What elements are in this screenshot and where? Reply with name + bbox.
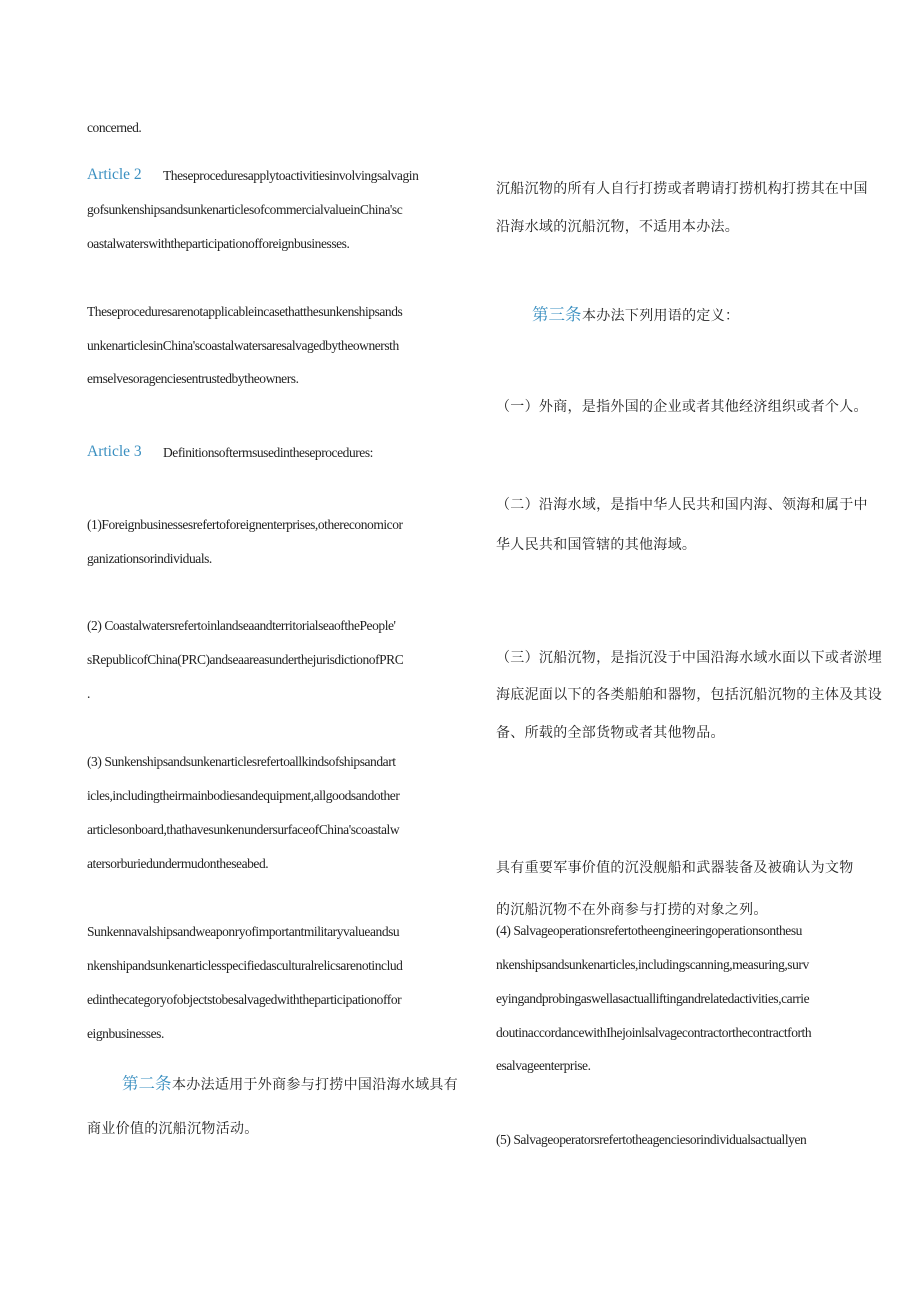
text-line: 沿海水域的沉船沉物，不适用本办法。 xyxy=(496,220,740,235)
text-line: (4) Salvageoperationsrefertotheengineeringoperationsonthesu xyxy=(496,923,802,938)
text-line: (3) Sunkenshipsandsunkenarticlesrefertoallkindsofshipsandart xyxy=(87,754,396,769)
text-line: esalvageenterprise. xyxy=(496,1058,591,1073)
text-line: . xyxy=(87,686,90,701)
text-line: ganizationsorindividuals. xyxy=(87,551,212,566)
text-line: Definitionsoftermsusedintheseprocedures: xyxy=(163,445,373,460)
text-line: eyingandprobingaswellasactualliftingandrelatedactivities,carrie xyxy=(496,991,810,1006)
text-line: 备、所载的全部货物或者其他物品。 xyxy=(496,726,725,741)
text-line: 海底泥面以下的各类船舶和器物，包括沉船沉物的主体及其设 xyxy=(496,688,883,703)
text-line: atersorburiedundermudontheseabed. xyxy=(87,856,269,871)
text-line: nkenshipsandsunkenarticles,includingscanning,measuring,surv xyxy=(496,957,809,972)
text-line: edinthecategoryofobjectstobesalvagedwiththeparticipationoffor xyxy=(87,992,402,1007)
text-line: Theseproceduresapplytoactivitiesinvolvingsalvagin xyxy=(163,168,419,183)
article-3-heading: Article 3 xyxy=(87,443,142,460)
text-line: 本办法适用于外商参与打捞中国沿海水域具有 xyxy=(172,1078,458,1093)
text-line: （一）外商，是指外国的企业或者其他经济组织或者个人。 xyxy=(496,400,868,415)
text-line: oastalwaterswiththeparticipationofforeignbusinesses. xyxy=(87,236,350,251)
text-line: emselvesoragenciesentrustedbytheowners. xyxy=(87,371,299,386)
text-line: eignbusinesses. xyxy=(87,1026,164,1041)
text-line: （三）沉船沉物，是指沉没于中国沿海水域水面以下或者淤埋 xyxy=(496,651,883,666)
text-line: (2) Coastalwatersrefertoinlandseaandterritorialseaofthe​People' xyxy=(87,618,396,633)
text-line: 华人民共和国管辖的其他海域。 xyxy=(496,538,697,553)
text-line: (1)Foreignbusinessesrefertoforeignenterprises,othereconomicor xyxy=(87,517,403,532)
text-line: doutinaccordancewithIhejoinlsalvagecontractorthecontractforth xyxy=(496,1025,812,1040)
text-line: nkenshipandsunkenarticlesspecifiedasculturalrelicsarenotinclud xyxy=(87,958,403,973)
article-3-zh-heading: 第三条 xyxy=(532,305,582,324)
text-line: unkenarticlesinChina'scoastalwatersaresalvagedbytheownersth xyxy=(87,338,399,353)
text-line: 商业价值的沉船沉物活动。 xyxy=(87,1122,259,1137)
text-line: Theseproceduresarenotapplicableincasethatthesunkenshipsands xyxy=(87,304,403,319)
article-2-zh-heading: 第二条 xyxy=(122,1074,172,1093)
text-line: 沉船沉物的所有人自行打捞或者聘请打捞机构打捞其在中国 xyxy=(496,182,868,197)
article-2-heading: Article 2 xyxy=(87,166,142,183)
text-line: (5) Salvageoperatorsrefertotheagenciesorindividualsactuallyen xyxy=(496,1132,807,1147)
text-line: 的沉船沉物不在外商参与打捞的对象之列。 xyxy=(496,903,768,918)
text-line: 本办法下列用语的定义： xyxy=(582,309,740,324)
text-line: concerned. xyxy=(87,120,142,135)
text-line: icles,includingtheirmainbodiesandequipment,allgoodsandother xyxy=(87,788,400,803)
text-line: Sunkennavalshipsandweaponryofimportantmilitaryvalueandsu xyxy=(87,924,400,939)
text-line: （二）沿海水域，是指中华人民共和国内海、领海和属于中 xyxy=(496,498,868,513)
text-line: gofsunkenshipsandsunkenarticlesofcommercialvalueinChina'sc xyxy=(87,202,403,217)
text-line: sRepublicofChina(PRC)andseaareasunderthejurisdictionofPRC xyxy=(87,652,404,667)
text-line: articlesonboard,thathavesunkenundersurfaceofChina'scoastalw xyxy=(87,822,400,837)
text-line: 具有重要军事价值的沉没舰船和武器装备及被确认为文物 xyxy=(496,861,854,876)
